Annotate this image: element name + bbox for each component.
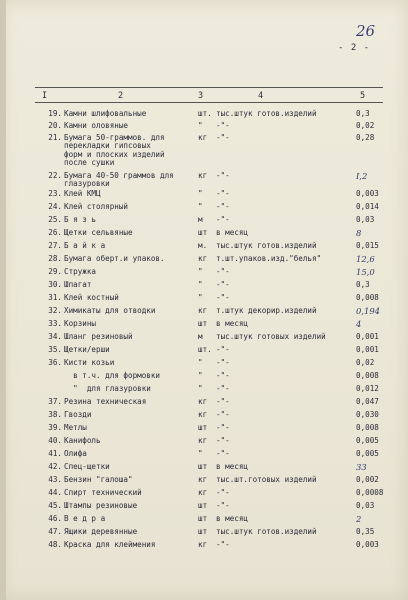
item-number: 31. <box>48 293 62 302</box>
handwritten-page-number: 26 <box>356 22 376 40</box>
item-unit: кг <box>198 410 208 419</box>
item-norm: 0,194 <box>356 306 380 316</box>
item-number: 40. <box>48 436 62 445</box>
item-norm: 0,001 <box>356 345 379 354</box>
item-number: 44. <box>48 488 62 497</box>
item-number: 35. <box>48 345 62 354</box>
item-name: " для глазуровки <box>64 384 151 393</box>
item-number: 45. <box>48 501 62 510</box>
item-number: 25. <box>48 215 62 224</box>
item-unit: шт <box>198 462 208 471</box>
item-number: 46. <box>48 514 62 523</box>
item-unit: шт <box>198 514 208 523</box>
item-norm: 0,008 <box>356 371 379 380</box>
item-name: Клей костный <box>64 293 119 302</box>
item-name: Метлы <box>64 423 87 432</box>
item-name: Бензин "галоша" <box>64 475 133 484</box>
item-norm: 0,0008 <box>356 488 384 497</box>
item-name: Шланг резиновый <box>64 332 133 341</box>
item-number: 42. <box>48 462 62 471</box>
item-norm: 0,012 <box>356 384 379 393</box>
item-number: 33. <box>48 319 62 328</box>
item-name: Спирт технический <box>64 488 142 497</box>
item-basis: в месяц <box>216 319 249 328</box>
item-basis: т.штук декорир.изделий <box>216 306 317 315</box>
item-name: Резина техническая <box>64 397 147 406</box>
item-name: Бумага 40-50 граммов для глазуровки <box>64 171 174 189</box>
item-unit: шт <box>198 228 208 237</box>
item-norm: 2 <box>356 514 362 524</box>
item-name: Щетки/ерши <box>64 345 110 354</box>
item-name: Камни оловяные <box>64 121 129 130</box>
item-norm: 0,28 <box>356 133 375 142</box>
item-unit: кг <box>198 540 208 549</box>
item-number: 36. <box>48 358 62 367</box>
item-norm: 0,008 <box>356 293 379 302</box>
item-basis: -"- <box>216 358 230 367</box>
item-name: Олифа <box>64 449 87 458</box>
item-number: 47. <box>48 527 62 536</box>
item-norm: 0,3 <box>356 280 370 289</box>
item-unit: шт. <box>198 109 212 118</box>
item-name: Щетки сельвяные <box>64 228 133 237</box>
item-unit: м <box>198 332 203 341</box>
item-basis: т.шт.упаков.изд."белья" <box>216 254 322 263</box>
item-number: 30. <box>48 280 62 289</box>
item-number: 28. <box>48 254 62 263</box>
item-number: 24. <box>48 202 62 211</box>
item-norm: 0,003 <box>356 189 379 198</box>
item-basis: тыс.шт.готовых изделий <box>216 475 317 484</box>
item-number: 29. <box>48 267 62 276</box>
item-number: 32. <box>48 306 62 315</box>
item-number: 26. <box>48 228 62 237</box>
item-number: 34. <box>48 332 62 341</box>
column-header-2: 2 <box>118 91 124 101</box>
item-norm: 0,030 <box>356 410 379 419</box>
item-unit: " <box>198 358 203 367</box>
item-norm: 0,35 <box>356 527 375 536</box>
item-norm: 0,03 <box>356 501 375 510</box>
item-name: Кисти козьи <box>64 358 115 367</box>
item-name: Шпагат <box>64 280 92 289</box>
item-basis: -"- <box>216 202 230 211</box>
item-basis: в месяц <box>216 514 249 523</box>
item-name: Штампы резиновые <box>64 501 138 510</box>
item-unit: кг <box>198 306 208 315</box>
item-name: Корзины <box>64 319 97 328</box>
item-name: Краска для клеймения <box>64 540 156 549</box>
item-basis: -"- <box>216 436 230 445</box>
item-unit: кг <box>198 397 208 406</box>
column-header-4: 4 <box>258 91 264 101</box>
item-basis: -"- <box>216 215 230 224</box>
item-number: 23. <box>48 189 62 198</box>
item-basis: -"- <box>216 189 230 198</box>
item-unit: шт <box>198 501 208 510</box>
item-unit: шт <box>198 527 208 536</box>
page-number: - 2 - <box>338 43 371 53</box>
page-edge <box>0 0 6 600</box>
item-number: 21. <box>48 133 62 142</box>
item-norm: 0,002 <box>356 475 379 484</box>
item-basis: тыс.штук готов.изделий <box>216 109 317 118</box>
item-name: в т.ч. для формовки <box>64 371 161 380</box>
item-number: 22. <box>48 171 62 180</box>
item-basis: -"- <box>216 171 230 180</box>
item-unit: " <box>198 371 203 380</box>
item-norm: 0,02 <box>356 121 375 130</box>
table-header-rule <box>35 102 383 103</box>
item-unit: " <box>198 189 203 198</box>
item-number: 37. <box>48 397 62 406</box>
item-basis: в месяц <box>216 462 249 471</box>
item-norm: 0,014 <box>356 202 379 211</box>
item-unit: кг <box>198 475 208 484</box>
item-norm: 0,005 <box>356 449 379 458</box>
item-name: Бумага 50-граммов. для перекладки гипсовых форм и плоских изделий после сушки <box>64 133 165 168</box>
item-name: Б а й к а <box>64 241 106 250</box>
item-basis: -"- <box>216 293 230 302</box>
item-basis: -"- <box>216 384 230 393</box>
item-norm: 4 <box>356 319 362 329</box>
item-norm: 0,003 <box>356 540 379 549</box>
item-basis: -"- <box>216 488 230 497</box>
item-unit: шт <box>198 319 208 328</box>
item-basis: -"- <box>216 280 230 289</box>
item-name: Спец-щетки <box>64 462 110 471</box>
item-name: Ящики деревянные <box>64 527 138 536</box>
item-unit: " <box>198 449 203 458</box>
item-basis: -"- <box>216 449 230 458</box>
item-unit: кг <box>198 171 208 180</box>
item-norm: 8 <box>356 228 362 238</box>
item-number: 41. <box>48 449 62 458</box>
item-basis: -"- <box>216 540 230 549</box>
item-name: Канифоль <box>64 436 101 445</box>
item-norm: I,2 <box>356 171 368 181</box>
item-basis: тыс.штук готовых изделий <box>216 332 326 341</box>
item-unit: кг <box>198 254 208 263</box>
item-basis: -"- <box>216 345 230 354</box>
item-basis: -"- <box>216 267 230 276</box>
item-name: В е д р а <box>64 514 106 523</box>
item-name: Клей КМЦ <box>64 189 101 198</box>
item-unit: " <box>198 202 203 211</box>
item-norm: 0,3 <box>356 109 370 118</box>
item-norm: 0,001 <box>356 332 379 341</box>
item-number: 19. <box>48 109 62 118</box>
item-number: 38. <box>48 410 62 419</box>
item-unit: кг <box>198 133 208 142</box>
item-basis: -"- <box>216 371 230 380</box>
column-header-1: I <box>42 91 48 101</box>
item-unit: " <box>198 293 203 302</box>
item-norm: 0,005 <box>356 436 379 445</box>
table-top-rule <box>35 87 383 88</box>
column-header-3: 3 <box>198 91 204 101</box>
item-norm: 0,008 <box>356 423 379 432</box>
item-number: 39. <box>48 423 62 432</box>
item-norm: 33 <box>356 462 367 472</box>
item-unit: " <box>198 267 203 276</box>
item-name: Бумага оберт.и упаков. <box>64 254 165 263</box>
item-norm: 0,047 <box>356 397 379 406</box>
item-number: 43. <box>48 475 62 484</box>
item-name: Гвозди <box>64 410 92 419</box>
item-basis: -"- <box>216 133 230 142</box>
item-unit: " <box>198 280 203 289</box>
item-unit: шт <box>198 423 208 432</box>
item-basis: -"- <box>216 397 230 406</box>
item-basis: тыс.штук готов.изделий <box>216 527 317 536</box>
item-number: 20. <box>48 121 62 130</box>
item-norm: 0,03 <box>356 215 375 224</box>
item-name: Камни шлифовальные <box>64 109 147 118</box>
item-unit: " <box>198 121 203 130</box>
item-basis: тыс.штук готов.изделий <box>216 241 317 250</box>
item-number: 27. <box>48 241 62 250</box>
item-unit: шт. <box>198 345 212 354</box>
item-unit: кг <box>198 488 208 497</box>
item-norm: 15,0 <box>356 267 375 277</box>
item-norm: 0,015 <box>356 241 379 250</box>
item-basis: в месяц <box>216 228 249 237</box>
item-unit: м <box>198 215 203 224</box>
item-name: Клей столярный <box>64 202 129 211</box>
item-basis: -"- <box>216 501 230 510</box>
item-basis: -"- <box>216 410 230 419</box>
column-header-5: 5 <box>360 91 366 101</box>
item-norm: 0,02 <box>356 358 375 367</box>
item-norm: 12,6 <box>356 254 375 264</box>
item-basis: -"- <box>216 121 230 130</box>
item-name: Б я з ь <box>64 215 97 224</box>
item-unit: кг <box>198 436 208 445</box>
item-unit: м. <box>198 241 208 250</box>
item-name: Стружка <box>64 267 97 276</box>
item-basis: -"- <box>216 423 230 432</box>
item-number: 48. <box>48 540 62 549</box>
item-name: Химикаты для отводки <box>64 306 156 315</box>
item-unit: " <box>198 384 203 393</box>
